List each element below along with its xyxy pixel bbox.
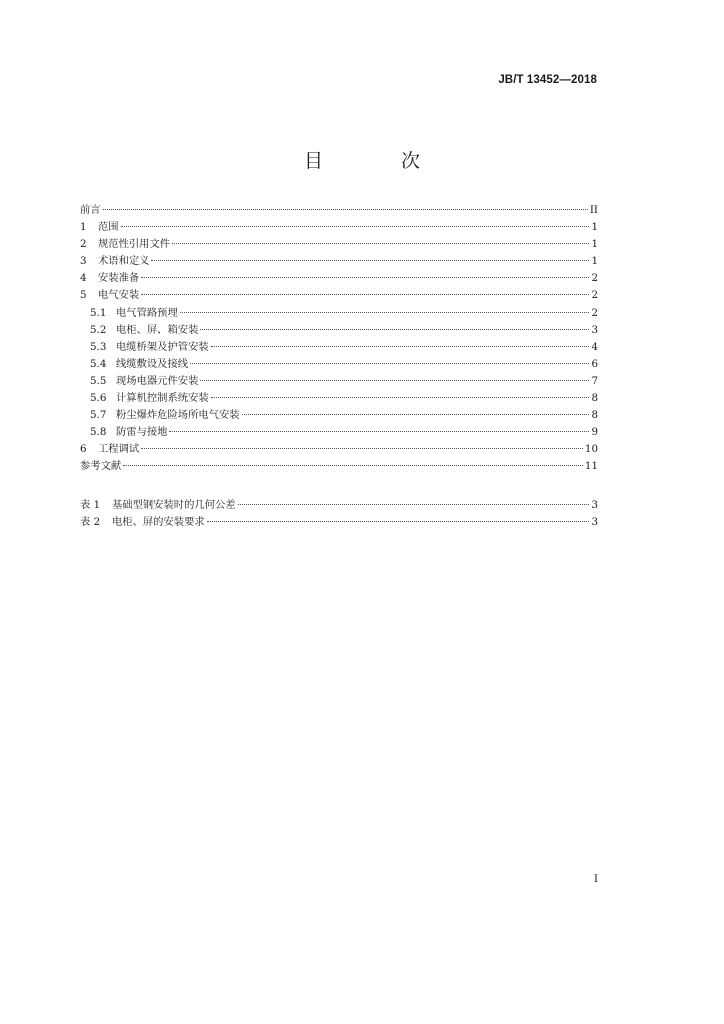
toc-entry[interactable] [80, 305, 598, 322]
table-entry-page: 3 [591, 498, 598, 511]
toc-entry[interactable] [80, 407, 598, 424]
toc-entry-label: 规范性引用文件 [98, 238, 171, 251]
toc-entry[interactable] [80, 441, 598, 458]
toc-entry-page: 6 [591, 357, 598, 370]
toc-entry[interactable] [80, 253, 598, 270]
toc-entry-number: 4 [80, 272, 87, 285]
toc-entry-number: 5.7 [90, 409, 107, 422]
toc-entry-page: 1 [591, 221, 598, 234]
toc-entry[interactable] [80, 339, 598, 356]
toc-entry-page: 7 [591, 374, 598, 387]
toc-entry-label: 术语和定义 [98, 255, 150, 268]
dot-leader [121, 226, 590, 227]
toc-entry[interactable] [80, 236, 598, 253]
toc-entry[interactable] [80, 270, 598, 287]
toc-entry-number: 3 [80, 255, 87, 268]
dot-leader [141, 277, 589, 278]
toc-entry-number: 5 [80, 289, 87, 302]
toc-entry-label: 电气管路预埋 [116, 306, 178, 319]
toc-entry-number: 5.6 [90, 392, 107, 405]
toc-entry-page: 2 [591, 289, 598, 302]
toc-entry-number: 6 [80, 443, 87, 456]
toc-entry-number: 1 [80, 221, 87, 234]
table-list-entries [80, 497, 598, 531]
dot-leader [200, 329, 589, 330]
toc-entry[interactable] [80, 219, 598, 236]
table-list-entry[interactable] [80, 514, 598, 531]
toc-entry-label: 参考文献 [80, 460, 122, 473]
toc-entry-page: 10 [584, 443, 598, 456]
dot-leader [190, 363, 589, 364]
toc-entry-page: 1 [591, 255, 598, 268]
toc-entry-page: II [589, 204, 598, 216]
dot-leader [242, 414, 590, 415]
toc-entry-label: 防雷与接地 [116, 426, 168, 439]
toc-entry-label: 电柜、屏、箱安装 [116, 323, 199, 336]
toc-entry[interactable] [80, 373, 598, 390]
toc-entry[interactable] [80, 287, 598, 304]
toc-entry-page: 2 [591, 306, 598, 319]
toc-entry-number: 5.4 [90, 357, 107, 370]
toc-entry-number: 5.5 [90, 374, 107, 387]
dot-leader [211, 346, 590, 347]
toc-entry-number: 5.3 [90, 340, 107, 353]
toc-entry-page: 2 [591, 272, 598, 285]
toc-entry-number: 5.8 [90, 426, 107, 439]
dot-leader [141, 294, 589, 295]
dot-leader [103, 209, 588, 210]
toc-gap [80, 476, 598, 497]
toc-entry-page: 1 [591, 238, 598, 251]
dot-leader [123, 465, 583, 466]
toc-entry[interactable] [80, 202, 598, 219]
toc-entry[interactable] [80, 322, 598, 339]
toc-entry[interactable] [80, 390, 598, 407]
toc-entry-label: 工程调试 [98, 443, 140, 456]
toc-entries [80, 202, 598, 476]
dot-leader [141, 448, 583, 449]
toc-entry-label: 前言 [80, 204, 101, 216]
toc-entry-number: 5.1 [90, 306, 107, 319]
page-title: 目 次 [303, 150, 457, 172]
toc-entry[interactable] [80, 424, 598, 441]
table-list-entry[interactable] [80, 497, 598, 514]
toc-entry-label: 计算机控制系统安装 [116, 392, 209, 405]
toc-entry-page: 8 [591, 392, 598, 405]
toc-entry-label: 安装准备 [98, 272, 140, 285]
toc-entry-label: 线缆敷设及接线 [116, 357, 189, 370]
toc-entry[interactable] [80, 356, 598, 373]
table-entry-label: 电柜、屏的安装要求 [112, 515, 205, 528]
dot-leader [200, 380, 589, 381]
toc-entry-page: 8 [591, 409, 598, 422]
toc-entry-label: 范围 [98, 221, 119, 234]
table-of-contents [80, 202, 598, 531]
table-entry-number: 表 2 [80, 515, 101, 528]
dot-leader [211, 397, 590, 398]
table-entry-label: 基础型钢安装时的几何公差 [112, 498, 236, 511]
toc-entry-number: 5.2 [90, 323, 107, 336]
dot-leader [238, 504, 590, 505]
dot-leader [180, 312, 590, 313]
toc-entry-label: 粉尘爆炸危险场所电气安装 [116, 409, 240, 422]
toc-entry-page: 9 [591, 426, 598, 439]
dot-leader [151, 260, 589, 261]
toc-entry-page: 4 [591, 340, 598, 353]
toc-entry-page: 3 [591, 323, 598, 336]
toc-entry-page: 11 [584, 460, 598, 473]
toc-entry-label: 电气安装 [98, 289, 140, 302]
dot-leader [207, 521, 590, 522]
table-entry-page: 3 [591, 515, 598, 528]
standard-number: JB/T 13452—2018 [498, 74, 597, 86]
dot-leader [169, 431, 589, 432]
toc-entry[interactable] [80, 458, 598, 475]
toc-entry-number: 2 [80, 238, 87, 251]
dot-leader [172, 243, 589, 244]
toc-entry-label: 电缆桥架及护管安装 [116, 340, 209, 353]
table-entry-number: 表 1 [80, 498, 101, 511]
page-number: I [593, 873, 598, 885]
toc-entry-label: 现场电器元件安装 [116, 374, 199, 387]
